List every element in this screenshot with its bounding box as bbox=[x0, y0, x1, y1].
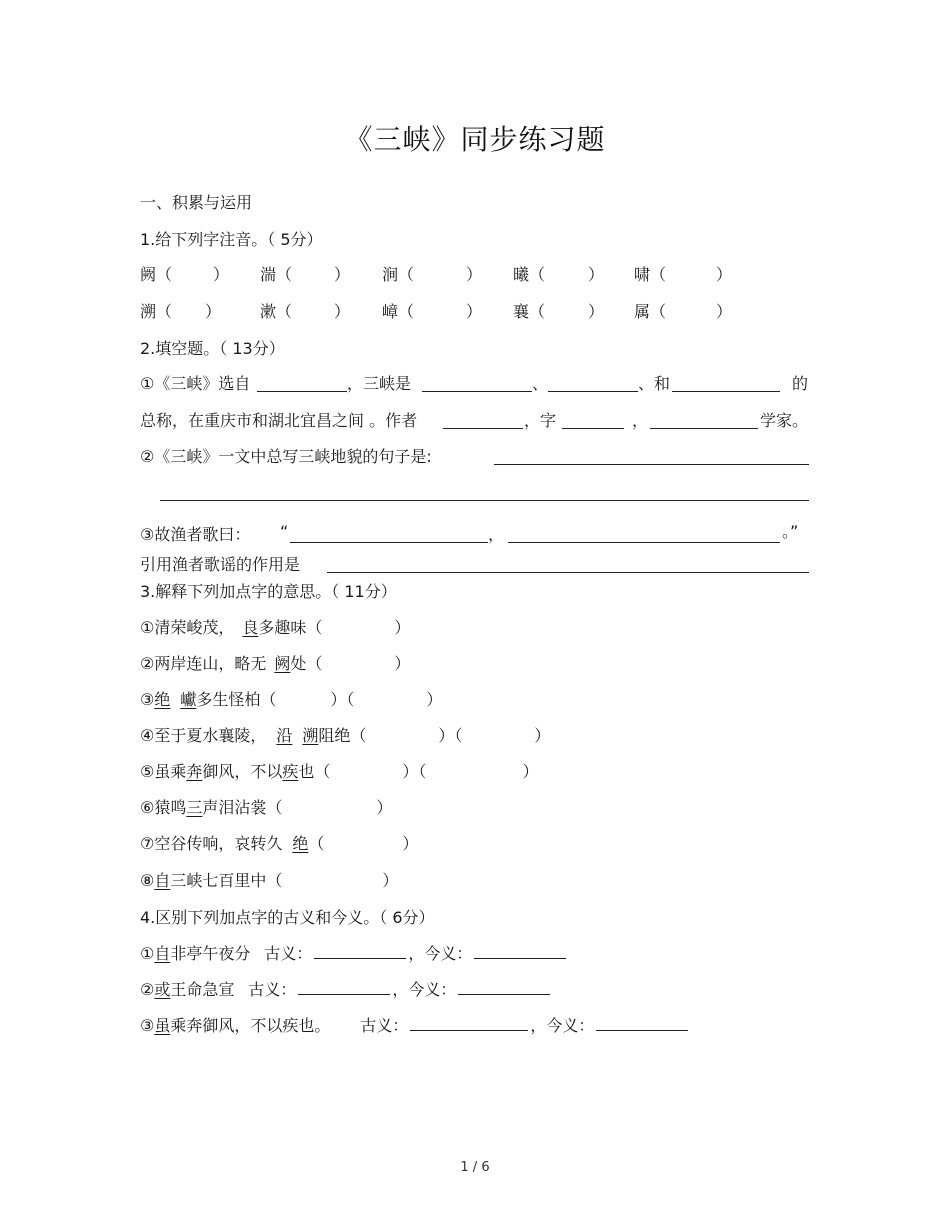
pinyin-close: ） bbox=[716, 265, 733, 284]
pinyin-item: 湍（ bbox=[260, 265, 293, 284]
q2-text: ，字 bbox=[524, 411, 557, 430]
q2-text: 、 bbox=[532, 374, 549, 393]
answer-blank[interactable] bbox=[548, 391, 638, 392]
pinyin-close: ） bbox=[588, 265, 605, 284]
pinyin-item: 溯（ bbox=[140, 302, 173, 321]
answer-blank[interactable] bbox=[672, 391, 780, 392]
pinyin-close: ） bbox=[334, 265, 351, 284]
q3-item: ①清荣峻茂， 良多趣味（ ） bbox=[140, 618, 411, 637]
q3-item: ⑤虽乘奔御风，不以疾也（ ）（ ） bbox=[140, 762, 539, 781]
pinyin-item: 涧（ bbox=[382, 265, 415, 284]
pinyin-item: 啸（ bbox=[634, 265, 667, 284]
answer-blank[interactable] bbox=[474, 944, 566, 959]
q2-text: ②《三峡》一文中总写三峡地貌的句子是: bbox=[140, 447, 432, 466]
q3-heading: 3.解释下列加点字的意思。（ 11分） bbox=[140, 582, 397, 601]
q4-item: ③虽乘奔御风，不以疾也。 古义： ，今义： bbox=[140, 1016, 690, 1036]
answer-blank[interactable] bbox=[410, 1016, 528, 1031]
answer-blank[interactable] bbox=[257, 391, 347, 392]
q1-heading: 1.给下列字注音。（ 5分） bbox=[140, 230, 323, 249]
answer-blank[interactable] bbox=[494, 464, 809, 465]
pinyin-close: ） bbox=[588, 302, 605, 321]
answer-blank[interactable] bbox=[508, 542, 780, 543]
answer-blank[interactable] bbox=[290, 542, 488, 543]
answer-blank[interactable] bbox=[314, 944, 406, 959]
q3-item: ⑦空谷传响，哀转久 绝（ ） bbox=[140, 834, 419, 853]
q2-heading: 2.填空题。（ 13分） bbox=[140, 339, 285, 358]
q2-text: 的 bbox=[792, 374, 809, 393]
pinyin-item: 襄（ bbox=[513, 302, 546, 321]
pinyin-item: 属（ bbox=[634, 302, 667, 321]
q4-item: ①自非亭午夜分 古义： ，今义： bbox=[140, 944, 568, 964]
q3-item: ③绝 巘多生怪柏（ ）（ ） bbox=[140, 690, 443, 709]
q4-item: ②或王命急宣 古义： ，今义： bbox=[140, 980, 552, 1000]
answer-blank[interactable] bbox=[650, 428, 758, 429]
q2-text: ， bbox=[488, 525, 505, 544]
section-heading: 一、积累与运用 bbox=[140, 193, 253, 212]
answer-blank[interactable] bbox=[160, 500, 809, 501]
q2-text: ，三峡是 bbox=[347, 374, 412, 393]
pinyin-close: ） bbox=[213, 265, 230, 284]
pinyin-close: ） bbox=[716, 302, 733, 321]
answer-blank[interactable] bbox=[596, 1016, 688, 1031]
q2-text: 、和 bbox=[638, 374, 671, 393]
pinyin-close: ） bbox=[466, 302, 483, 321]
answer-blank[interactable] bbox=[443, 428, 523, 429]
q3-item: ②两岸连山，略无 阙处（ ） bbox=[140, 654, 411, 673]
pinyin-item: 阙（ bbox=[140, 265, 173, 284]
q2-text: “ bbox=[280, 522, 289, 541]
q3-item: ⑧自三峡七百里中（ ） bbox=[140, 871, 399, 890]
q4-heading: 4.区别下列加点字的古义和今义。（ 6分） bbox=[140, 908, 435, 927]
q2-text: ①《三峡》选自 bbox=[140, 374, 251, 393]
q2-text: ， bbox=[632, 411, 649, 430]
pinyin-close: ） bbox=[205, 302, 222, 321]
page-title: 《三峡》同步练习题 bbox=[344, 123, 606, 156]
answer-blank[interactable] bbox=[298, 980, 390, 995]
q2-text: 引用渔者歌谣的作用是 bbox=[140, 555, 301, 574]
q3-item: ④至于夏水襄陵， 沿 溯阻绝（ ）（ ） bbox=[140, 726, 551, 745]
answer-blank[interactable] bbox=[422, 391, 532, 392]
answer-blank[interactable] bbox=[562, 428, 624, 429]
pinyin-item: 曦（ bbox=[513, 265, 546, 284]
q2-text: 。” bbox=[782, 522, 799, 541]
page-number: 1 / 6 bbox=[460, 1160, 490, 1175]
answer-blank[interactable] bbox=[458, 980, 550, 995]
pinyin-item: 漱（ bbox=[260, 302, 293, 321]
q2-text: 总称，在重庆市和湖北宜昌之间 。作者 bbox=[140, 411, 418, 430]
q2-text: 学家。 bbox=[760, 411, 809, 430]
answer-blank[interactable] bbox=[327, 572, 809, 573]
pinyin-close: ） bbox=[334, 302, 351, 321]
pinyin-close: ） bbox=[466, 265, 483, 284]
pinyin-item: 嶂（ bbox=[382, 302, 415, 321]
q2-text: ③故渔者歌曰： bbox=[140, 525, 251, 544]
q3-item: ⑥猿鸣三声泪沾裳（ ） bbox=[140, 798, 393, 817]
